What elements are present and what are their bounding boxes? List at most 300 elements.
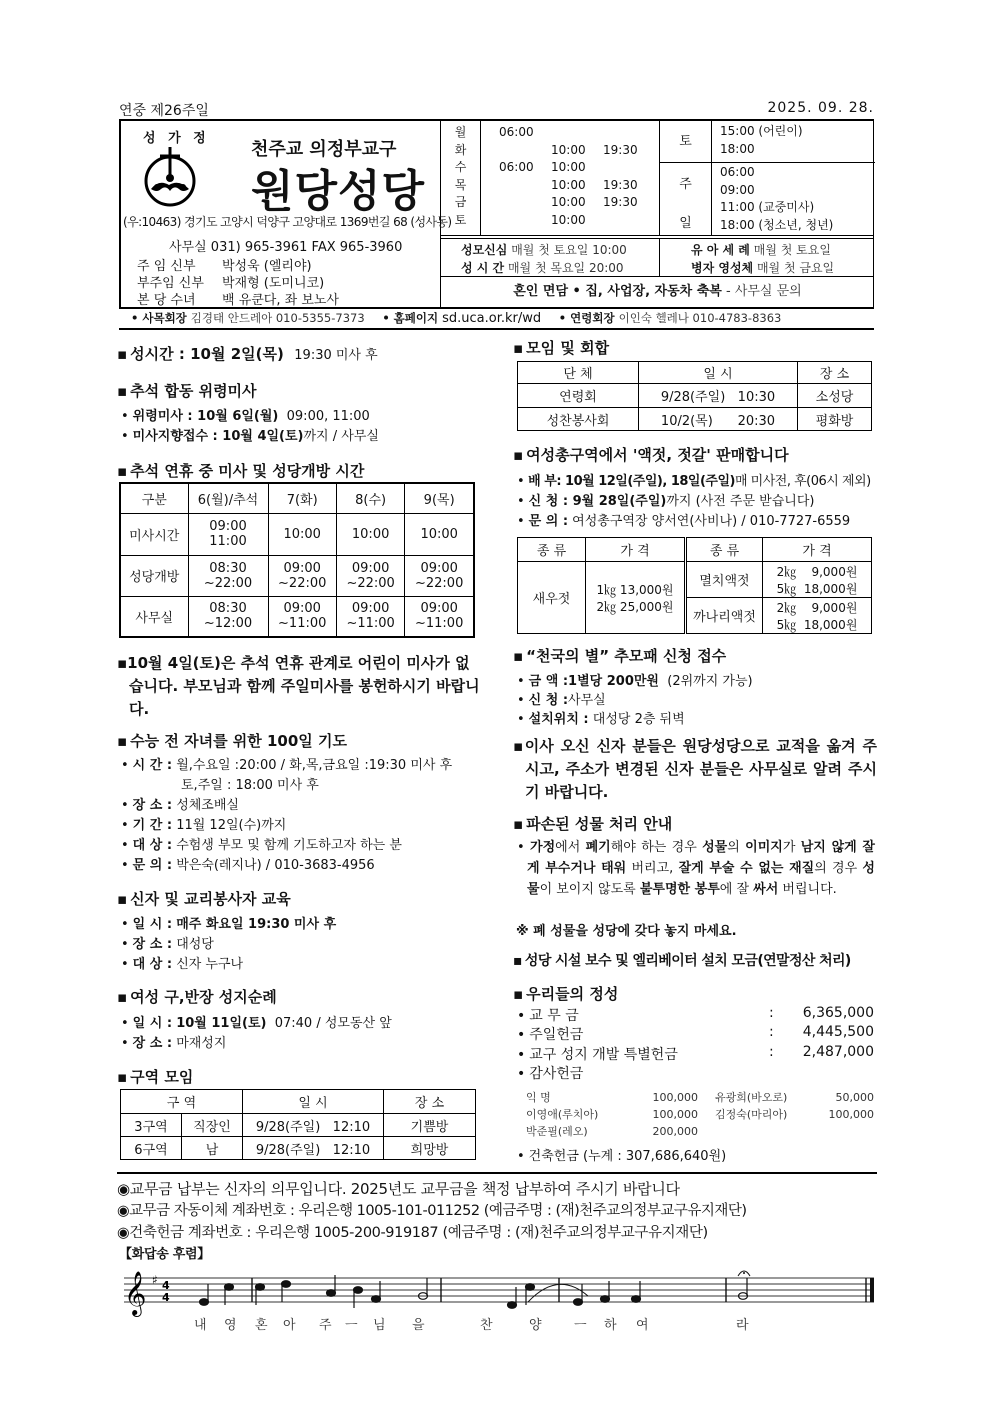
fish-sauce-apply [517,490,814,509]
offering-amount: 6,365,000 [802,1005,874,1021]
mass-time: 06:00 [720,165,755,179]
contact-label: • 홈페이지 [382,311,439,325]
header-box [119,119,874,309]
line-value: 신자 누구나 [176,957,244,972]
sacrament-name: 병자 영성체 [691,261,754,275]
music-note [508,1302,517,1309]
item-price [763,562,872,598]
prayer-period [121,814,286,833]
weekday-label: 금 [454,195,467,209]
line-label: 설치위치 : [528,712,589,727]
table-header: 단 체 [518,362,639,384]
diocese-name: 천주교 의정부교구 [251,139,397,160]
district-meeting-table [120,1089,476,1160]
table-header: 6(월)/추석 [188,483,268,513]
mass-time: 15:00 (어린이) [720,124,803,138]
music-note [225,1284,234,1291]
elevator-fund-title: ▪ 성당 시설 보수 및 엘리베이터 설치 모금(연말정산 처리) [513,950,851,970]
line-label: 장 소 : [132,1036,173,1051]
prayer-contact [121,854,375,873]
table-cell: 10:00 [405,513,474,555]
table-row [518,384,872,408]
lyric-syllable: ㅡ [345,1318,358,1333]
line-value: 까지 (사전 주문 받습니다) [666,494,815,509]
logo-label: 성 가 정 [143,131,210,146]
weekday-label: 화 [454,142,467,157]
table-header: 가 격 [586,538,686,562]
mass-time: 19:30 [603,195,638,209]
offering-label: 주일헌금 [529,1027,584,1043]
notice-text: 이사 오신 신자 분들은 원당성당으로 교적을 옮겨 주시고, 주소가 변경된 신자 분들은 사무실로 알려 주시기 바랍니다. [524,737,877,801]
lyric-syllable: 영 [224,1318,237,1333]
mass-time: 19:30 [603,178,638,192]
weekday-label: 토 [454,212,467,227]
donor-amount: 100,000 [652,1108,698,1121]
line-label: 시 간 : [132,758,173,773]
line-value: 대성당 2층 뒤벽 [592,712,685,727]
confession-date: 10월 2일(목) [190,345,284,363]
lyric-syllable: 을 [412,1318,425,1333]
sacrament-item [461,241,627,258]
section-title: ▪ 신자 및 교리봉사자 교육 [117,888,291,909]
mass-time: 18:00 [720,141,755,156]
contact-value: 김경태 안드레아 010-5355-7373 [190,311,365,325]
education-target [121,953,243,972]
lyric-syllable: 내 [194,1318,207,1333]
contact-label: • 연령회장 [558,311,615,325]
line-label: 문 의 : [528,514,569,529]
line-label: 신 청 : [528,693,569,708]
guide-text-segment: 버리고, [626,861,679,876]
staff-sisters [137,289,339,308]
star-apply [517,689,606,708]
section-title: ▪ 모임 및 회합 [513,337,609,358]
weekend-divider [712,162,875,163]
row-label: 미사시간 [120,513,188,555]
staff-role: 본 당 수녀 [137,293,196,308]
line-value: 매 미사전, 후(06시 제외) [734,474,871,489]
section-title: ▪ 추석 합동 위령미사 [117,380,257,401]
homepage-link[interactable]: sd.uca.or.kr/wd [442,311,542,326]
offering-row [517,1005,579,1025]
time-signature-top: 4 [162,1279,170,1292]
donor-amount: 100,000 [652,1091,698,1104]
blessing-notice [441,277,874,307]
music-note [256,1284,265,1291]
guide-text-segment: 의 [727,840,746,855]
table-cell: 08:30 ~22:00 [188,555,268,596]
line-label: 문 의 : [132,858,173,873]
footer-line: ◉교무금 자동이체 계좌번호 : 우리은행 1005-101-011252 (예금주명 : (재)천주교의정부교구유지재단) [117,1203,747,1219]
staff-name: 박재형 (도미니코) [222,276,325,291]
thanks-row [526,1106,876,1123]
table-row [121,1114,476,1137]
building-fund-total [517,1145,726,1164]
line-label: 일 시 : [132,1016,173,1031]
price-line: 1㎏ 13,000원 [596,582,674,597]
table-cell: 9/28(주일) 12:10 [243,1137,384,1160]
mass-time: 10:00 [551,195,586,209]
guide-text-segment: 의 경우 [814,861,863,876]
saturday-label: 토 [660,121,712,163]
confession-notice [117,343,378,364]
staff-name: 백 유쿤다, 좌 보노사 [222,293,339,308]
guide-text-segment: 이 보이지 않도록 [539,882,640,897]
offering-amount: 4,445,500 [802,1024,874,1040]
guide-text-segment: 에 잘 [719,882,754,897]
price-line: 2㎏ 9,000원 [776,564,858,579]
table-header: 종 류 [518,538,586,562]
thanks-row [526,1089,876,1106]
sacrament-desc: 매월 첫 토요일 [753,243,831,257]
guide-text-segment: 이미지 [745,840,783,855]
footer-rule [117,1172,877,1174]
guide-text-segment: 성물 [702,840,728,855]
mass-time: 10:00 [551,213,586,227]
guide-text-segment: 남지 않게 잘게 부수거나 태워 [527,840,875,876]
table-cell: 희망방 [384,1137,476,1160]
time-signature-bottom: 4 [162,1291,170,1304]
offering-label: 교 무 금 [529,1008,579,1024]
table-cell: 09:00 ~11:00 [336,596,404,637]
memorial-line [121,425,379,444]
line-value: 07:40 / 성모동산 앞 [274,1016,392,1031]
meetings-table [517,361,872,431]
education-place [121,933,214,952]
table-header: 구분 [120,483,188,513]
no-kids-mass-notice [117,652,481,721]
lyric-syllable: ㅡ [574,1318,587,1333]
staff-role: 부주임 신부 [137,276,204,291]
section-title: ▪ 우리들의 정성 [513,983,618,1004]
donor-name: 김정숙(마리아) [715,1108,788,1121]
price-line: 2㎏ 9,000원 [776,600,858,615]
music-note [327,1290,336,1297]
footer-line: ◉교무금 납부는 신자의 의무입니다. 2025년도 교무금을 책정 납부하여 주시기 바랍니다 [117,1180,680,1198]
footer-line: ◉건축헌금 계좌번호 : 우리은행 1005-200-919187 (예금주명 : (재)천주교의정부교구유지재단) [117,1225,708,1241]
lyric-syllable: 혼 [255,1318,268,1333]
table-header: 9(목) [405,483,474,513]
donor-name: 유광희(바오로) [715,1091,788,1104]
section-title: ▪ 여성총구역에서 '액젓, 젓갈' 판매합니다 [513,444,789,465]
bullet: ▪ [513,737,525,755]
holy-family-logo-icon [139,145,201,207]
table-cell: 09:00 ~22:00 [336,555,404,596]
line-value: 1별당 200만원 [568,674,659,689]
offering-amount: 2,487,000 [802,1044,874,1060]
section-title: ▪ 추석 연휴 중 미사 및 성당개방 시간 [117,460,364,481]
table-row [120,596,474,637]
prayer-target [121,834,402,853]
line-label: 배 부: [528,474,562,489]
star-location [517,708,685,727]
line-note: (2위까지 가능) [667,674,753,689]
blessing-main: 혼인 면담 • 집, 사업장, 자동차 축복 [513,284,722,299]
donor-amount: 100,000 [828,1108,874,1121]
fish-sauce-contact [517,510,850,529]
parish-info [121,121,452,308]
line-value: 박은숙(레지나) / 010-3683-4956 [176,858,375,873]
item-name: 새우젓 [518,562,586,634]
item-name: 멸치액젓 [686,562,763,598]
table-cell: 09:00 ~22:00 [268,555,336,596]
music-score [118,1266,880,1336]
line-value: 10월 12일(주일), 18일(주일) [561,474,735,489]
offering-colon: : [769,1005,774,1021]
memorial-line [121,405,370,424]
liturgical-week: 연중 제26주일 [119,103,209,119]
lyric-syllable: 하 [604,1318,617,1333]
line-value: 사무실 [568,693,606,708]
table-header: 일 시 [639,362,798,384]
contact-line [119,310,874,330]
table-cell: 09:00 11:00 [188,513,268,555]
table-cell: 3구역 [121,1114,182,1137]
footer-notices [117,1178,879,1266]
table-header: 장 소 [384,1090,476,1114]
line-value: 마재성지 [176,1036,227,1051]
mass-time: 18:00 (청소년, 청년) [720,217,834,232]
line-label: 장 소 : [132,798,173,813]
pilgrimage-place [121,1032,226,1051]
table-row [121,1137,476,1160]
price-line: 5㎏ 18,000원 [776,581,858,596]
line-label: 대 상 : [132,838,173,853]
contact-label: • 사목회장 [131,311,187,325]
notice-text: 10월 4일(토)은 추석 연휴 관계로 어린이 미사가 없습니다. 부모님과 함께 주일미사를 봉헌하시기 바랍니다. [127,654,480,718]
parish-name: 원당성당 [251,166,426,217]
section-title: ▪ 파손된 성물 처리 안내 [513,813,672,834]
music-note [526,1284,535,1291]
sacrament-desc: 매월 첫 금요일 [756,261,835,275]
table-cell: 09:00 ~11:00 [405,596,474,637]
offering-row [517,1044,678,1064]
weekend-mass-times [659,121,874,235]
table-cell: 기쁨방 [384,1114,476,1137]
table-cell: 09:00 ~11:00 [268,596,336,637]
table-cell: 10:00 [336,513,404,555]
item-price [763,598,872,634]
mass-time: 06:00 [499,125,534,139]
music-note [354,1287,363,1294]
bullet: • [517,840,531,855]
line-value: 11월 12일(수)까지 [176,818,287,833]
thanks-offering-label [517,1063,583,1083]
mass-time: 06:00 [499,160,534,174]
donor-name: 박준필(레오) [526,1125,588,1138]
lyric-syllable: 주 [319,1318,332,1333]
mass-time: 09:00 [720,182,755,197]
lyric-syllable: 아 [283,1318,296,1333]
damaged-items-guide [517,837,875,900]
price-line: 2㎏ 25,000원 [596,599,674,614]
holiday-schedule-table [119,482,475,638]
moving-notice [513,735,877,804]
table-cell: 9/28(주일) 12:10 [243,1114,384,1137]
table-cell: 소성당 [798,384,872,408]
section-title: ▪ “천국의 별” 추모패 신청 접수 [513,645,726,666]
table-header: 8(수) [336,483,404,513]
table-row [120,555,474,596]
line-label: 위령미사 : 10월 6일(월) [132,409,279,424]
sunday-label-bottom: 일 [679,216,692,231]
weekday-mass-times [481,123,659,237]
line-value: 성체조배실 [176,798,239,813]
offering-row [517,1024,583,1044]
thanks-row [526,1123,876,1140]
table-header: 장 소 [798,362,872,384]
line-value: 09:00, 11:00 [286,409,370,424]
guide-text-segment: 잘게 부술 수 없는 재질 [678,861,815,876]
sacrament-schedule [441,239,874,277]
parish-address: (우:10463) 경기도 고양시 덕양구 고양대로 1369번길 68 (성사동) [123,215,452,229]
sunday-label-top: 주 [679,177,692,192]
line-label: 금 액 : [528,674,569,689]
thanks-offering-list [526,1089,876,1140]
table-cell: 10/2(목) 20:30 [639,408,798,431]
damaged-items-note: ※ 폐 성물을 성당에 갖다 놓지 마세요. [516,924,737,939]
section-title: ▪ 여성 구,반장 성지순례 [117,986,277,1007]
line-value: 여성총구역장 양서연(사비나) / 010-7727-6559 [568,514,851,529]
line-label: 대 상 : [132,957,173,972]
bulletin-date: 2025. 09. 28. [767,100,874,116]
offering-label: 교구 성지 개발 특별헌금 [529,1047,678,1063]
lyric-syllable: 님 [373,1318,386,1333]
guide-text-segment: 해야 하는 경우 [610,840,703,855]
donor-name: 익 명 [526,1091,551,1104]
music-note [574,1299,583,1306]
line-label: 신 청 : [528,494,569,509]
sunday-times [720,164,833,234]
star-amount [517,670,753,689]
line-value: 월,수요일 :20:00 / 화,목,금요일 :19:30 미사 후 [176,758,453,773]
music-note [372,1296,381,1303]
weekday-label: 수 [454,160,467,174]
mass-time: 10:00 [551,160,586,174]
table-cell: 08:30 ~12:00 [188,596,268,637]
mass-time: 10:00 [551,178,586,192]
bullet: ▪ [117,654,128,672]
weekday-label: 목 [454,177,467,192]
table-header: 일 시 [243,1090,384,1114]
education-date [121,913,336,932]
price-line: 5㎏ 18,000원 [776,617,858,632]
mass-time: 10:00 [551,143,586,157]
fish-sauce-distribution [517,470,871,489]
line-label: 기 간 : [132,818,173,833]
line-value: 까지 / 사무실 [303,429,379,444]
lyric-syllable: 찬 [480,1318,493,1333]
guide-text-segment: 성물 [527,861,875,897]
music-note [601,1296,610,1303]
confession-detail: 19:30 미사 후 [294,348,378,363]
mass-time: 11:00 (교중미사) [720,200,815,214]
line-value: 매주 화요일 19:30 미사 후 [176,917,337,932]
music-note [632,1296,641,1303]
table-cell: 9/28(주일) 10:30 [639,384,798,408]
pilgrimage-date [121,1012,392,1031]
donor-amount: 50,000 [835,1091,874,1104]
row-label: 성당개방 [120,555,188,596]
staff-name: 박성욱 (엘리야) [222,259,312,274]
table-row [120,513,474,555]
weekday-label: 월 [454,125,467,139]
item-price [586,562,686,634]
table-cell: 성찬봉사회 [518,408,639,431]
sacrament-desc: 매월 첫 토요일 10:00 [511,243,627,257]
mass-time: 19:30 [603,143,638,157]
sacrament-name: 성 시 간 [461,261,505,275]
line-value: 대성당 [176,937,214,952]
staff-role: 주 임 신부 [137,259,196,274]
weekday-labels [441,121,481,235]
sharp-icon: ♯ [152,1273,158,1287]
building-fund-text: 건축헌금 (누계 : 307,686,640원) [528,1149,727,1164]
section-title: ▪ 구역 모임 [117,1066,193,1087]
lyric-syllable: 양 [529,1318,542,1333]
sunday-label [660,163,712,235]
divider [659,239,660,277]
guide-text-segment: 싸서 [753,882,779,897]
table-row [518,562,872,598]
guide-text-segment: 폐기 [585,840,611,855]
table-row [518,408,872,431]
guide-text-segment: 가정 [530,840,556,855]
guide-text-segment: 가 [782,840,801,855]
guide-text-segment: 에서 [555,840,586,855]
table-header: 가 격 [763,538,872,562]
table-cell: 연령회 [518,384,639,408]
table-cell: 평화방 [798,408,872,431]
saturday-times [720,123,803,158]
lyric-syllable: 여 [636,1318,649,1333]
line-value: 10월 11일(토) [176,1016,267,1031]
prayer-time-weekend: 토,주일 : 18:00 미사 후 [181,778,319,793]
donor-name: 이영애(루치아) [526,1108,599,1121]
sacrament-name: 성모신심 [461,243,508,257]
line-label: 장 소 : [132,937,173,952]
prayer-time [121,754,452,773]
line-label: 미사지향접수 : 10월 4일(토) [132,429,304,444]
row-label: 사무실 [120,596,188,637]
office-phone: 사무실 031) 965-3961 FAX 965-3960 [169,240,403,255]
sacrament-desc: 매월 첫 목요일 20:00 [507,261,624,275]
section-title: 성시간 : [130,345,185,363]
table-cell: 직장인 [182,1114,243,1137]
prayer-place [121,794,239,813]
offering-colon: : [769,1044,774,1060]
guide-text-segment: 불투명한 봉투 [639,882,720,897]
guide-text-segment: 버립니다. [778,882,837,897]
offering-colon: : [769,1024,774,1040]
sacrament-item [691,259,834,276]
table-header: 구 역 [121,1090,243,1114]
table-header: 종 류 [686,538,763,562]
sacrament-name: 유 아 세 례 [691,243,750,257]
treble-clef-icon: 𝄞 [124,1271,147,1315]
table-cell: 10:00 [268,513,336,555]
sacrament-item [691,241,831,258]
music-note [282,1281,291,1288]
line-value: 9월 28일(주일) [568,494,667,509]
line-value: 수험생 부모 및 함께 기도하고자 하는 분 [176,838,402,853]
contact-value: 이인숙 헬레나 010-4783-8363 [618,311,782,325]
table-cell: 6구역 [121,1137,182,1160]
item-name: 까나리액젓 [686,598,763,634]
sacrament-item [461,259,624,276]
table-header: 7(화) [268,483,336,513]
offering-label: 감사헌금 [529,1066,584,1082]
